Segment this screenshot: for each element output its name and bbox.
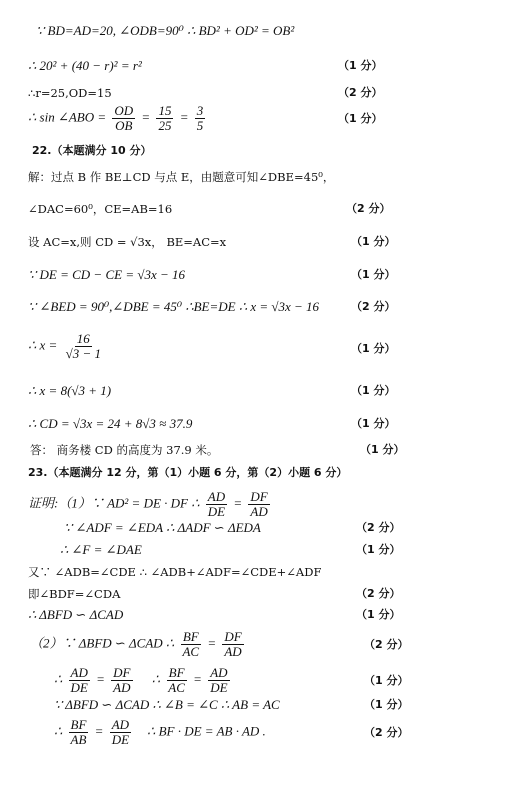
fraction: [112, 104, 135, 133]
equals-sign: =: [179, 109, 189, 125]
numerator: DF: [113, 665, 131, 680]
math-text: ∴ x =: [28, 337, 58, 353]
score-points: （2 分）: [356, 587, 401, 600]
math-text: ∠DAC=60⁰，CE=AB=16: [28, 202, 173, 216]
math-text: ∵ DE = CD − CE = √3x − 16: [28, 267, 186, 282]
math-text: （2）∵ ΔBFD ∽ ΔCAD ∴: [30, 635, 175, 651]
math-expression: [28, 104, 208, 133]
score-points: （1 分）: [360, 443, 405, 456]
score-points: （2 分）: [346, 202, 391, 215]
solution-line: [0, 84, 518, 104]
score-points: （1 分）: [338, 112, 383, 125]
math-expression: [28, 332, 106, 361]
solution-line: [0, 696, 518, 716]
math-text: ∵ BD=AD=20, ∠ODB=90⁰ ∴ BD² + OD² = OB²: [36, 23, 295, 38]
numerator: DF: [250, 489, 268, 504]
solution-line: [0, 585, 518, 605]
denominator: DE: [70, 680, 88, 695]
fraction: [222, 630, 243, 659]
score-points: （1 分）: [364, 674, 409, 687]
math-text: ∴: [54, 723, 63, 739]
numerator: 3: [196, 103, 204, 118]
math-expression: [54, 666, 233, 695]
math-text: ∵ ∠BED = 90⁰,∠DBE = 45⁰ ∴BE=DE ∴ x = √3x − 16: [28, 299, 320, 314]
score-points: （2 分）: [364, 638, 409, 651]
score-points: （2 分）: [364, 726, 409, 739]
solution-line: [0, 103, 518, 133]
score-points: （1 分）: [351, 384, 396, 397]
solution-line: [0, 563, 518, 583]
math-expression: [28, 490, 273, 519]
denominator: AC: [182, 644, 200, 659]
numerator: BF: [182, 629, 199, 644]
solution-line: [0, 606, 518, 626]
numerator: OD: [114, 103, 134, 118]
math-text: 即∠BDF=∠CDA: [28, 587, 121, 601]
math-expression: [54, 718, 266, 747]
fraction: [64, 332, 103, 361]
solution-line: [0, 168, 518, 188]
solution-line: [0, 665, 518, 695]
solution-line: [0, 22, 518, 42]
fraction: [248, 490, 269, 519]
fraction: [195, 104, 206, 133]
equals-sign: =: [94, 723, 104, 739]
denominator: AD: [224, 644, 242, 659]
numerator: 16: [76, 331, 90, 346]
fraction: [111, 666, 132, 695]
solution-line: [0, 441, 518, 461]
denominator: AC: [168, 680, 185, 695]
math-text: 设 AC=x,则 CD = √3x， BE=AC=x: [28, 235, 227, 249]
equals-sign: =: [207, 635, 217, 651]
math-text: ∴ x = 8(√3 + 1): [28, 383, 112, 398]
solution-line: [0, 519, 518, 539]
equals-sign: =: [233, 495, 243, 511]
math-text: ∴ ΔBFD ∽ ΔCAD: [28, 607, 124, 622]
math-text: ∴: [54, 671, 63, 687]
solution-line: [0, 266, 518, 286]
equals-sign: =: [193, 671, 202, 687]
math-text: ∵ ΔBFD ∽ ΔCAD ∴ ∠B = ∠C ∴ AB = AC: [54, 697, 280, 712]
fraction: [110, 718, 131, 747]
solution-line: [0, 200, 518, 220]
fraction: [166, 666, 187, 695]
score-points: （1 分）: [351, 268, 396, 281]
numerator: AD: [207, 489, 226, 504]
math-text: ∴ BF · DE = AB · AD .: [137, 723, 266, 739]
solution-line: [0, 331, 518, 361]
question-heading: [0, 464, 518, 484]
score-points: （1 分）: [364, 698, 409, 711]
score-points: （2 分）: [338, 86, 383, 99]
solution-line: [0, 717, 518, 747]
solution-line: [0, 233, 518, 253]
numerator: AD: [70, 665, 88, 680]
numerator: 15: [158, 103, 172, 118]
equals-sign: =: [141, 109, 151, 125]
solution-line: [0, 415, 518, 435]
solution-line: [0, 298, 518, 318]
fraction: [206, 490, 227, 519]
denominator: AB: [70, 732, 87, 747]
numerator: BF: [168, 665, 185, 680]
denominator: 5: [196, 118, 204, 133]
score-points: （1 分）: [356, 543, 401, 556]
denominator: 25: [158, 118, 172, 133]
denominator: DE: [111, 732, 130, 747]
math-text: ∴r=25,OD=15: [28, 86, 112, 100]
denominator: OB: [115, 118, 133, 133]
heading-text: 22.（本题满分 10 分）: [32, 144, 152, 157]
fraction: [69, 718, 89, 747]
numerator: AD: [111, 717, 130, 732]
solution-line: [0, 489, 518, 519]
math-text: ∴ CD = √3x = 24 + 8√3 ≈ 37.9: [28, 416, 193, 431]
numerator: DF: [224, 629, 242, 644]
math-text: ∵ ∠ADF = ∠EDA ∴ ΔADF ∽ ΔEDA: [64, 520, 261, 535]
answer-text: 答： 商务楼 CD 的高度为 37.9 米。: [30, 443, 219, 457]
math-text: ∴ ∠F = ∠DAE: [60, 542, 142, 557]
solution-line: [0, 541, 518, 561]
numerator: AD: [210, 665, 228, 680]
score-points: （1 分）: [351, 342, 396, 355]
score-points: （1 分）: [338, 59, 383, 72]
score-points: （1 分）: [356, 608, 401, 621]
fraction: [208, 666, 229, 695]
denominator: DE: [210, 680, 228, 695]
question-heading: [0, 142, 518, 162]
score-points: （2 分）: [356, 521, 401, 534]
solution-line: [0, 382, 518, 402]
math-text: ∴ sin ∠ABO =: [28, 109, 107, 125]
equals-sign: =: [96, 671, 105, 687]
math-text: ∴: [138, 671, 161, 687]
solution-line: [0, 57, 518, 77]
score-points: （1 分）: [351, 417, 396, 430]
math-expression: [30, 630, 247, 659]
math-text: ∴ 20² + (40 − r)² = r²: [28, 58, 142, 73]
heading-text: 23.（本题满分 12 分，第（1）小题 6 分，第（2）小题 6 分）: [28, 466, 348, 479]
denominator: DE: [207, 504, 226, 519]
fraction: [180, 630, 201, 659]
solution-line: [0, 629, 518, 659]
numerator: BF: [70, 717, 87, 732]
denominator: AD: [250, 504, 268, 519]
math-text: 证明:（1）∵ AD² = DE · DF ∴: [28, 495, 200, 511]
math-text: 解：过点 B 作 BE⊥CD 与点 E，由题意可知∠DBE=45⁰，: [28, 170, 335, 184]
denominator: AD: [113, 680, 131, 695]
math-text: 又∵ ∠ADB=∠CDE ∴ ∠ADB+∠ADF=∠CDE+∠ADF: [28, 565, 322, 579]
fraction: [156, 104, 173, 133]
fraction: [69, 666, 90, 695]
score-points: （1 分）: [351, 235, 396, 248]
score-points: （2 分）: [351, 300, 396, 313]
denominator: √3 − 1: [65, 346, 101, 361]
